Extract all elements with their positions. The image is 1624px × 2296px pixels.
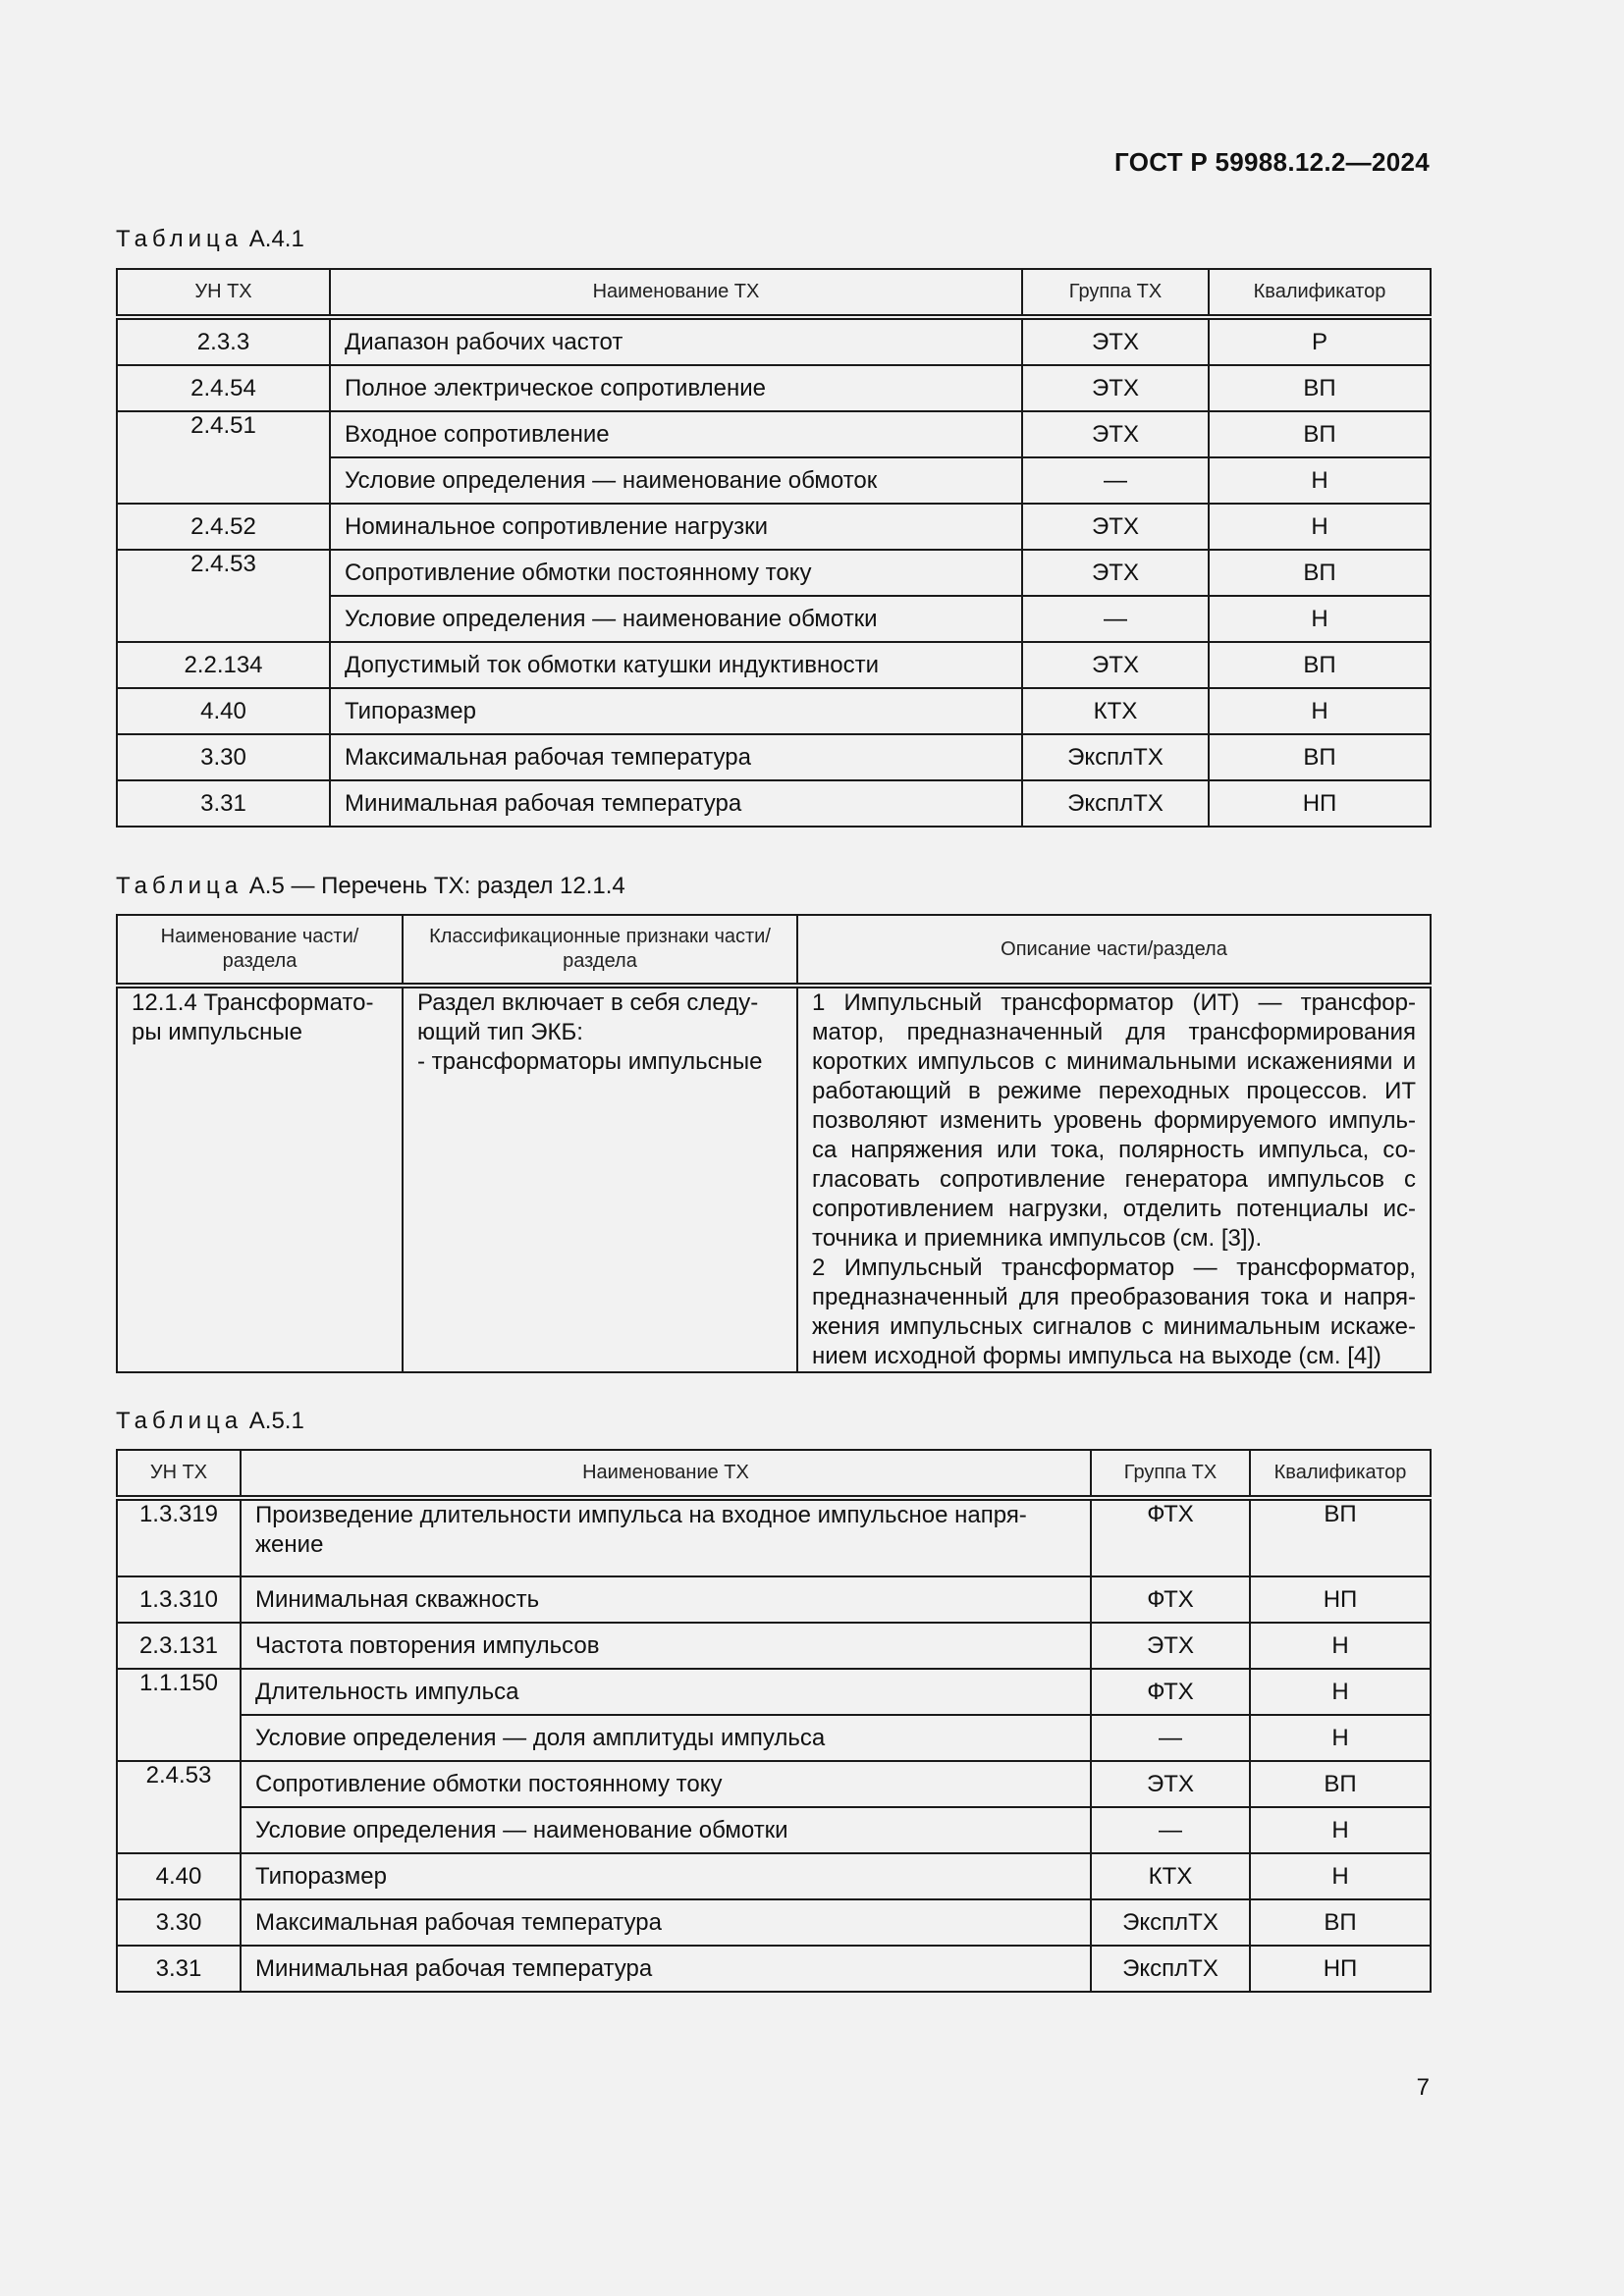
col-header-classification: Классификационные признаки части/раздела — [403, 915, 797, 986]
table-row — [117, 550, 1431, 596]
cell-group: КТХ — [1091, 1853, 1250, 1899]
document-code: ГОСТ Р 59988.12.2—2024 — [1114, 147, 1430, 177]
cell-name: Полное электрическое сопротивление — [330, 365, 1022, 411]
cell-code: 1.3.310 — [117, 1576, 241, 1623]
cell-code: 2.3.3 — [117, 317, 330, 365]
cell-name: Условие определения — наименование обмотки — [241, 1807, 1091, 1853]
cell-group: ЭксплТХ — [1091, 1899, 1250, 1946]
table-row — [117, 1946, 1431, 1992]
cell-group: ФТХ — [1091, 1576, 1250, 1623]
cell-group: — — [1022, 457, 1209, 504]
cell-code: 2.4.52 — [117, 504, 330, 550]
table-a41-caption: Таблица А.4.1 — [116, 226, 304, 252]
cell-group: ЭТХ — [1022, 550, 1209, 596]
cell-qualifier: НП — [1209, 780, 1431, 827]
cell-group: ФТХ — [1091, 1498, 1250, 1576]
description-paragraph-1: 1 Импульсный трансформатор (ИТ) — трансфор-матор, предназначенный для трансформирования коротких импульсов с минимальными искажениями и работающий в режиме переходных процессов. ИТ позволяют изменить уровень формируемого импуль-са напряжения или тока, полярность импульса, со-гласовать сопротивление генератора импульсов с сопротивлением нагрузки, отделить потенциалы ис-точника и приемника импульсов (см. [3]). — [812, 989, 1416, 1252]
col-header-name: Наименование ТХ — [330, 269, 1022, 317]
cell-group: ЭксплТХ — [1022, 780, 1209, 827]
cell-code: 3.31 — [117, 780, 330, 827]
table-a41 — [116, 268, 1432, 828]
cell-group: ЭТХ — [1022, 642, 1209, 688]
cell-name: Длительность импульса — [241, 1669, 1091, 1715]
cell-code: 2.3.131 — [117, 1623, 241, 1669]
table-row — [117, 317, 1431, 365]
cell-group: ЭТХ — [1022, 317, 1209, 365]
cell-part-name: 12.1.4 Трансформато-ры импульсные — [117, 986, 403, 1372]
cell-group: ЭТХ — [1091, 1623, 1250, 1669]
col-header-group: Группа ТХ — [1091, 1450, 1250, 1498]
cell-code: 1.1.150 — [117, 1669, 241, 1761]
table-row — [117, 1807, 1431, 1853]
col-header-qualifier: Квалификатор — [1209, 269, 1431, 317]
cell-qualifier: ВП — [1209, 734, 1431, 780]
description-paragraph-2: 2 Импульсный трансформатор — трансформатор, предназначенный для преобразования тока и напря-жения импульсных сигналов с минимальным искаже-нием исходной формы импульса на выходе (см. [4]) — [812, 1255, 1416, 1369]
cell-group: ФТХ — [1091, 1669, 1250, 1715]
cell-code: 4.40 — [117, 1853, 241, 1899]
cell-name: Минимальная рабочая температура — [241, 1946, 1091, 1992]
cell-qualifier: ВП — [1250, 1761, 1431, 1807]
cell-code: 2.2.134 — [117, 642, 330, 688]
cell-qualifier: Н — [1209, 457, 1431, 504]
table-a5-caption: Таблица А.5 — Перечень ТХ: раздел 12.1.4 — [116, 873, 625, 899]
table-row — [117, 734, 1431, 780]
table-row — [117, 411, 1431, 457]
cell-name: Максимальная рабочая температура — [330, 734, 1022, 780]
cell-code: 3.30 — [117, 734, 330, 780]
cell-group: ЭксплТХ — [1022, 734, 1209, 780]
table-row — [117, 365, 1431, 411]
cell-name: Минимальная рабочая температура — [330, 780, 1022, 827]
page-number: 7 — [1416, 2074, 1430, 2101]
cell-name: Типоразмер — [241, 1853, 1091, 1899]
cell-name: Входное сопротивление — [330, 411, 1022, 457]
cell-name: Условие определения — доля амплитуды импульса — [241, 1715, 1091, 1761]
cell-code: 3.30 — [117, 1899, 241, 1946]
cell-qualifier: ВП — [1250, 1498, 1431, 1576]
cell-classification — [403, 986, 797, 1372]
cell-qualifier: ВП — [1209, 411, 1431, 457]
cell-name: Диапазон рабочих частот — [330, 317, 1022, 365]
table-row — [117, 504, 1431, 550]
cell-qualifier: ВП — [1209, 550, 1431, 596]
cell-group: ЭТХ — [1022, 504, 1209, 550]
cell-qualifier: Н — [1209, 504, 1431, 550]
cell-code: 2.4.54 — [117, 365, 330, 411]
col-header-code: УН ТХ — [117, 1450, 241, 1498]
cell-qualifier: Н — [1250, 1623, 1431, 1669]
cell-name: Допустимый ток обмотки катушки индуктивности — [330, 642, 1022, 688]
cell-name: Типоразмер — [330, 688, 1022, 734]
cell-name: Сопротивление обмотки постоянному току — [330, 550, 1022, 596]
table-row — [117, 1853, 1431, 1899]
cell-qualifier: Н — [1209, 688, 1431, 734]
table-row — [117, 642, 1431, 688]
cell-qualifier: Н — [1250, 1853, 1431, 1899]
cell-name: Сопротивление обмотки постоянному току — [241, 1761, 1091, 1807]
cell-group: — — [1022, 596, 1209, 642]
cell-name: Произведение длительности импульса на входное импульсное напря-жение — [241, 1498, 1091, 1576]
cell-qualifier: Н — [1250, 1669, 1431, 1715]
cell-group: КТХ — [1022, 688, 1209, 734]
table-a51-caption: Таблица А.5.1 — [116, 1408, 304, 1434]
cell-name: Условие определения — наименование обмотки — [330, 596, 1022, 642]
table-a51 — [116, 1449, 1432, 1993]
cell-name: Частота повторения импульсов — [241, 1623, 1091, 1669]
cell-qualifier: Н — [1250, 1807, 1431, 1853]
col-header-name: Наименование ТХ — [241, 1450, 1091, 1498]
table-row — [117, 1715, 1431, 1761]
cell-code: 2.4.53 — [117, 550, 330, 642]
table-row — [117, 1669, 1431, 1715]
cell-code: 4.40 — [117, 688, 330, 734]
cell-group: ЭксплТХ — [1091, 1946, 1250, 1992]
cell-code: 2.4.51 — [117, 411, 330, 504]
cell-qualifier: ВП — [1250, 1899, 1431, 1946]
col-header-code: УН ТХ — [117, 269, 330, 317]
cell-group: — — [1091, 1807, 1250, 1853]
cell-name: Номинальное сопротивление нагрузки — [330, 504, 1022, 550]
cell-qualifier: НП — [1250, 1576, 1431, 1623]
cell-group: — — [1091, 1715, 1250, 1761]
cell-code: 3.31 — [117, 1946, 241, 1992]
cell-code: 1.3.319 — [117, 1498, 241, 1576]
cell-qualifier: Н — [1250, 1715, 1431, 1761]
cell-qualifier: Р — [1209, 317, 1431, 365]
table-row — [117, 1899, 1431, 1946]
classification-item: - трансформаторы импульсные — [417, 1048, 763, 1075]
cell-name: Минимальная скважность — [241, 1576, 1091, 1623]
col-header-qualifier: Квалификатор — [1250, 1450, 1431, 1498]
cell-group: ЭТХ — [1022, 411, 1209, 457]
cell-qualifier: НП — [1250, 1946, 1431, 1992]
table-row — [117, 688, 1431, 734]
table-row — [117, 986, 1431, 1372]
table-row — [117, 1623, 1431, 1669]
table-row — [117, 1498, 1431, 1576]
table-row — [117, 1576, 1431, 1623]
col-header-description: Описание части/раздела — [797, 915, 1431, 986]
cell-name: Максимальная рабочая температура — [241, 1899, 1091, 1946]
cell-qualifier: ВП — [1209, 642, 1431, 688]
cell-qualifier: ВП — [1209, 365, 1431, 411]
table-row — [117, 780, 1431, 827]
table-row — [117, 1761, 1431, 1807]
classification-text: Раздел включает в себя следу-ющий тип ЭКБ: — [417, 989, 759, 1045]
cell-description — [797, 986, 1431, 1372]
cell-code: 2.4.53 — [117, 1761, 241, 1853]
cell-group: ЭТХ — [1022, 365, 1209, 411]
cell-name: Условие определения — наименование обмоток — [330, 457, 1022, 504]
col-header-part-name: Наименование части/ раздела — [117, 915, 403, 986]
table-a5 — [116, 914, 1432, 1373]
cell-group: ЭТХ — [1091, 1761, 1250, 1807]
cell-qualifier: Н — [1209, 596, 1431, 642]
col-header-group: Группа ТХ — [1022, 269, 1209, 317]
